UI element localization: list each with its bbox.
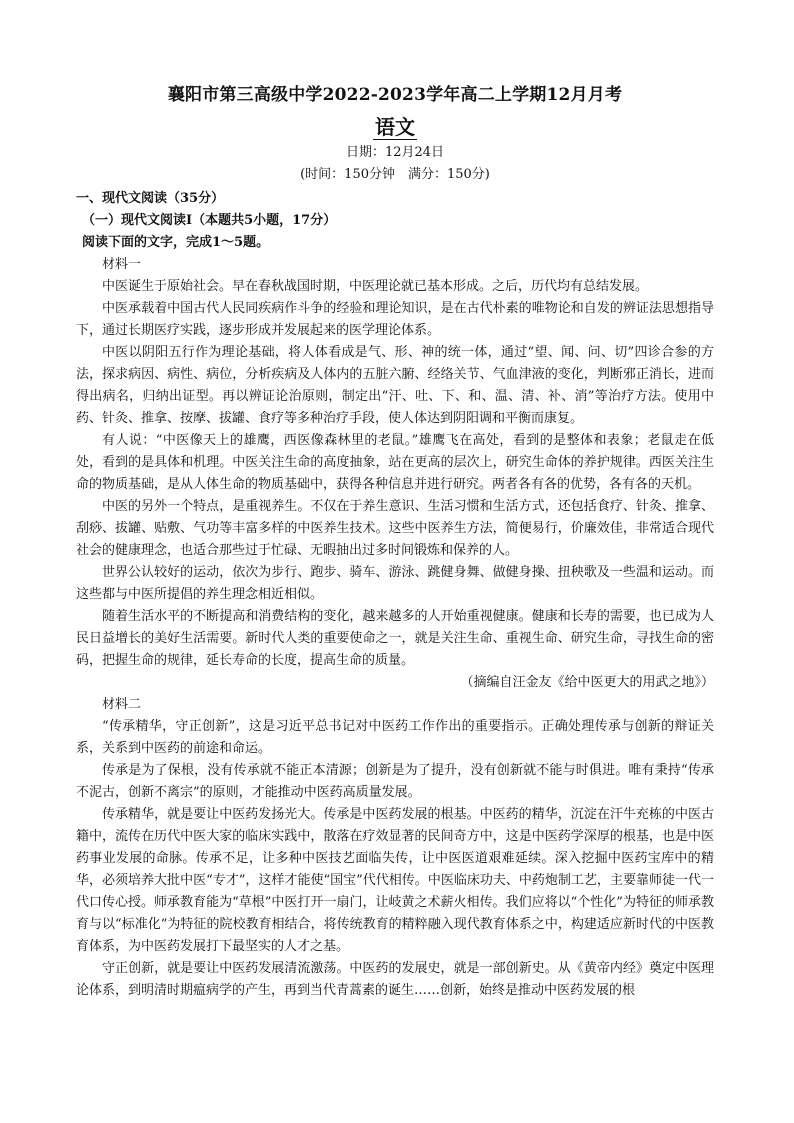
exam-title: 襄阳市第三高级中学2022-2023学年高二上学期12月月考 bbox=[167, 85, 623, 105]
material-one-paragraph: 中医承载着中国古代人民同疾病作斗争的经验和理论知识，是在古代朴素的唯物论和自发的辨证法思想指导下，通过长期医疗实践，逐步形成并发展起来的医学理论体系。 bbox=[76, 301, 714, 338]
material-two-paragraph: 守正创新，就是要让中医药发展清流激荡。中医药的发展史，就是一部创新史。从《黄帝内经》奠定中医理论体系，到明清时期瘟病学的产生，再到当代青蒿素的诞生……创新，始终是推动中医药发展的根 bbox=[76, 961, 714, 998]
subject-text: 语文 bbox=[375, 115, 415, 139]
material-one-label: 材料一 bbox=[102, 257, 142, 272]
material-one-paragraph: 随着生活水平的不断提高和消费结构的变化，越来越多的人开始重视健康。健康和长寿的需要，也已成为人民日益增长的美好生活需要。新时代人类的重要使命之一，就是关注生命、重视生命、研究生命，寻找生命的密码，把握生命的规律，延长寿命的长度，提高生命的质量。 bbox=[76, 609, 714, 668]
material-two-paragraph: “传承精华，守正创新”，这是习近平总书记对中医药工作作出的重要指示。正确处理传承与创新的辩证关系，关系到中医药的前途和命运。 bbox=[76, 719, 714, 756]
subsection-heading: （一）现代文阅读Ⅰ（本题共5小题，17分） bbox=[82, 213, 337, 228]
material-two-paragraph: 传承精华，就是要让中医药发扬光大。传承是中医药发展的根基。中医药的精华，沉淀在汗牛充栋的中医古籍中，流传在历代中医大家的临床实践中，散落在疗效显著的民间奇方中，这是中医药学深厚的根基，也是中医药事业发展的命脉。传承不足，让多种中医技艺面临失传，让中医医道艰难延续。深入挖掘中医药宝库中的精华，必须培养大批中医“专才”，这样才能使“国宝”代代相传。中医临床功夫、中药炮制工艺，主要靠师徒一代一代口传心授。师承教育能为“草根”中医打开一扇门，让岐黄之术薪火相传。我们应将以“个性化”为特征的师承教育与以“标准化”为特征的院校教育相结合，将传统教育的精粹融入现代教育体系之中，构建适应新时代的中医教育体系，为中医药发展打下最坚实的人才之基。 bbox=[76, 807, 714, 954]
reading-instruction: 阅读下面的文字，完成1～5题。 bbox=[82, 235, 270, 250]
subject-title bbox=[76, 114, 714, 140]
exam-date: 日期：12月24日 bbox=[345, 145, 445, 160]
material-one-source: （摘编自汪金友《给中医更大的用武之地》） bbox=[460, 675, 714, 690]
material-two-label: 材料二 bbox=[102, 697, 142, 712]
section-heading: 一、现代文阅读（35分） bbox=[76, 191, 225, 206]
material-one-paragraph: 中医诞生于原始社会。早在春秋战国时期，中医理论就已基本形成。之后，历代均有总结发展。 bbox=[102, 279, 649, 294]
material-two-paragraph: 传承是为了保根，没有传承就不能正本清源；创新是为了提升，没有创新就不能与时俱进。唯有秉持“传承不泥古，创新不离宗”的原则，才能推动中医药高质量发展。 bbox=[76, 763, 714, 800]
material-one-paragraph: 中医的另外一个特点，是重视养生。不仅在于养生意识、生活习惯和生活方式，还包括食疗、针灸、推拿、刮痧、拔罐、贴敷、气功等丰富多样的中医养生技术。这些中医养生方法，简便易行，价廉效佳，非常适合现代社会的健康理念，也适合那些过于忙碌、无暇抽出过多时间锻炼和保养的人。 bbox=[76, 499, 714, 558]
material-one-paragraph: 世界公认较好的运动，依次为步行、跑步、骑车、游泳、跳健身舞、做健身操、扭秧歌及一些温和运动。而这些都与中医所提倡的养生理念相近相似。 bbox=[76, 565, 714, 602]
material-one-paragraph: 中医以阴阳五行作为理论基础，将人体看成是气、形、神的统一体，通过“望、闻、问、切”四诊合参的方法，探求病因、病性、病位，分析疾病及人体内的五脏六腑、经络关节、气血津液的变化，判断邪正消长，进而得出病名，归纳出证型。再以辨证论治原则，制定出“汗、吐、下、和、温、清、补、消”等治疗方法。使用中药、针灸、推拿、按摩、拔罐、食疗等多种治疗手段，使人体达到阴阳调和平衡而康复。 bbox=[76, 345, 714, 426]
material-one-paragraph: 有人说：“中医像天上的雄鹰，西医像森林里的老鼠。”雄鹰飞在高处，看到的是整体和表象；老鼠走在低处，看到的是具体和机理。中医关注生命的高度抽象，站在更高的层次上，研究生命体的养护规律。西医关注生命的物质基础，是从人体生命的物质基础中，获得各种信息并进行研究。两者各有各的优势，各有各的天机。 bbox=[76, 433, 714, 492]
exam-meta: (时间：150分钟 满分：150分) bbox=[300, 167, 490, 182]
